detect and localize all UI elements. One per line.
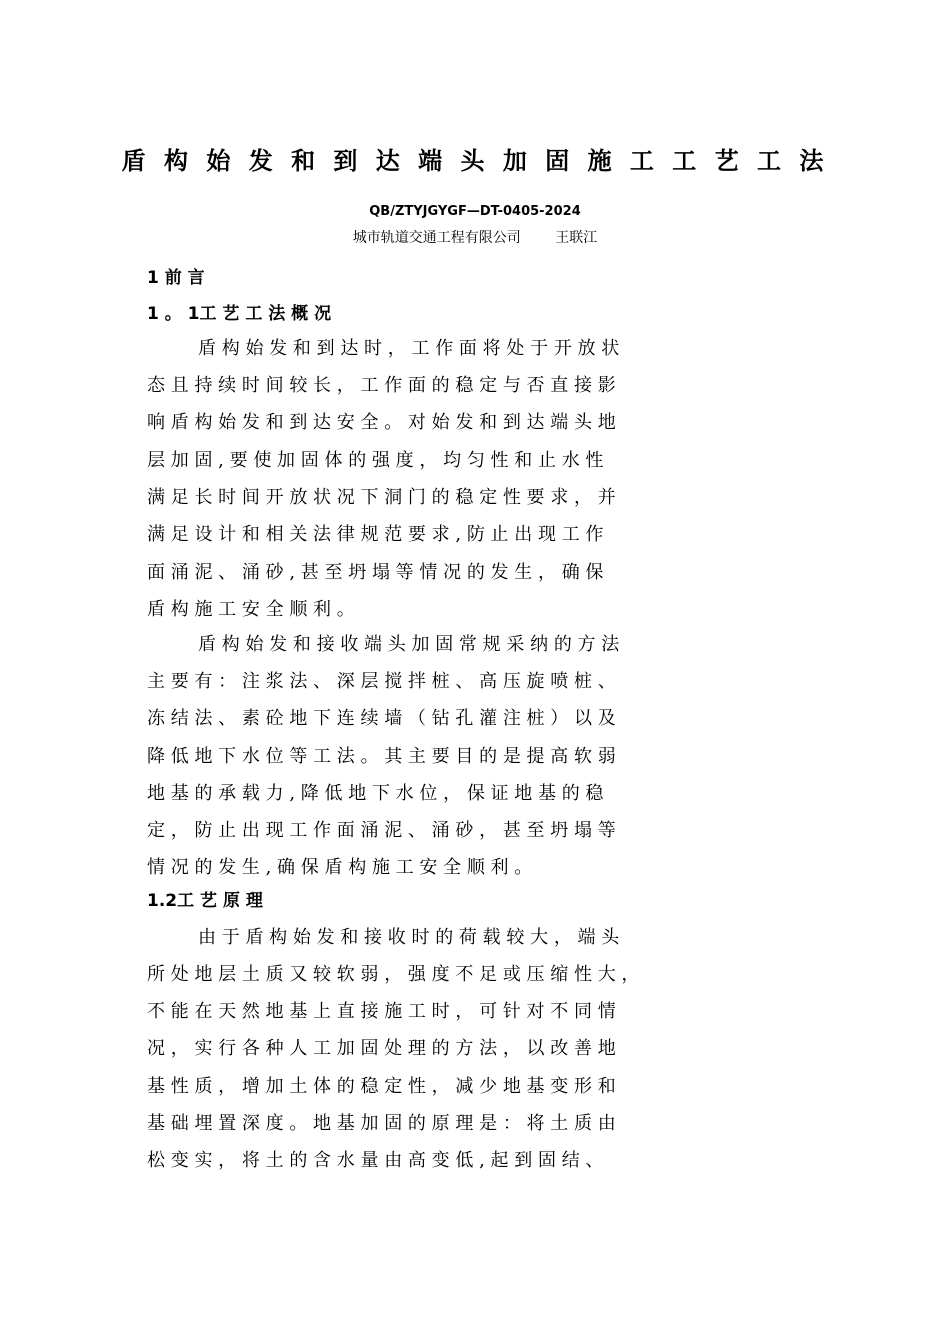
paragraph-line: 降 低 地 下 水 位 等 工 法 。 其 主 要 目 的 是 提 高 软 弱	[147, 746, 616, 767]
paragraph-line: 定 ， 防 止 出 现 工 作 面 涌 泥 、 涌 砂 ， 甚 至 坍 塌 等	[147, 820, 616, 841]
paragraph-line: 况 ， 实 行 各 种 人 工 加 固 处 理 的 方 法 ， 以 改 善 地	[147, 1038, 616, 1059]
paragraph-line: 地 基 的 承 载 力 , 降 低 地 下 水 位 ， 保 证 地 基 的 稳	[147, 783, 604, 804]
author-line	[0, 228, 950, 248]
section-heading-1-1: 1 。 1工 艺 工 法 概 况	[147, 304, 332, 324]
paragraph-line: 盾 构 始 发 和 接 收 端 头 加 固 常 规 采 纳 的 方 法	[198, 634, 620, 655]
section-heading-1-2: 1.2工 艺 原 理	[147, 891, 263, 911]
document-title: 盾 构 始 发 和 到 达 端 头 加 固 施 工 工 艺 工 法	[121, 147, 829, 175]
paragraph-line: 满 足 设 计 和 相 关 法 律 规 范 要 求 , 防 止 出 现 工 作	[147, 524, 604, 545]
paragraph-line: 盾 构 施 工 安 全 顺 利 。	[147, 599, 355, 620]
paragraph-line: 态 且 持 续 时 间 较 长 ， 工 作 面 的 稳 定 与 否 直 接 影	[147, 375, 616, 396]
paragraph-line: 盾 构 始 发 和 到 达 时 ， 工 作 面 将 处 于 开 放 状	[198, 338, 620, 359]
paragraph-line: 层 加 固 , 要 使 加 固 体 的 强 度 ， 均 匀 性 和 止 水 性	[147, 450, 604, 471]
paragraph-line: 不 能 在 天 然 地 基 上 直 接 施 工 时 ， 可 针 对 不 同 情	[147, 1001, 616, 1022]
author: 王联江	[555, 230, 598, 246]
paragraph-line: 由 于 盾 构 始 发 和 接 收 时 的 荷 载 较 大 ， 端 头	[198, 927, 620, 948]
paragraph-line: 基 础 埋 置 深 度 。 地 基 加 固 的 原 理 是 ： 将 土 质 由	[147, 1113, 616, 1134]
paragraph-line: 满 足 长 时 间 开 放 状 况 下 洞 门 的 稳 定 性 要 求 ， 并	[147, 487, 616, 508]
paragraph-line: 冻 结 法 、 素 砼 地 下 连 续 墙 （ 钻 孔 灌 注 桩 ） 以 及	[147, 708, 616, 729]
paragraph-line: 基 性 质 ， 增 加 土 体 的 稳 定 性 ， 减 少 地 基 变 形 和	[147, 1076, 616, 1097]
paragraph-line: 情 况 的 发 生 , 确 保 盾 构 施 工 安 全 顺 利 。	[147, 857, 533, 878]
paragraph-line: 主 要 有 ： 注 浆 法 、 深 层 搅 拌 桩 、 高 压 旋 喷 桩 、	[147, 671, 616, 692]
paragraph-line: 所 处 地 层 土 质 又 较 软 弱 ， 强 度 不 足 或 压 缩 性 大 ，	[147, 964, 640, 985]
paragraph-line: 面 涌 泥 、 涌 砂 , 甚 至 坍 塌 等 情 况 的 发 生 ， 确 保	[147, 562, 604, 583]
section-heading-1: 1 前 言	[147, 268, 205, 288]
paragraph-line: 松 变 实 ， 将 土 的 含 水 量 由 高 变 低 , 起 到 固 结 、	[147, 1150, 604, 1171]
organization: 城市轨道交通工程有限公司	[352, 230, 521, 246]
document-code: QB/ZTYJGYGF—DT-0405-2024	[369, 204, 581, 219]
paragraph-line: 响 盾 构 始 发 和 到 达 安 全 。 对 始 发 和 到 达 端 头 地	[147, 412, 616, 433]
